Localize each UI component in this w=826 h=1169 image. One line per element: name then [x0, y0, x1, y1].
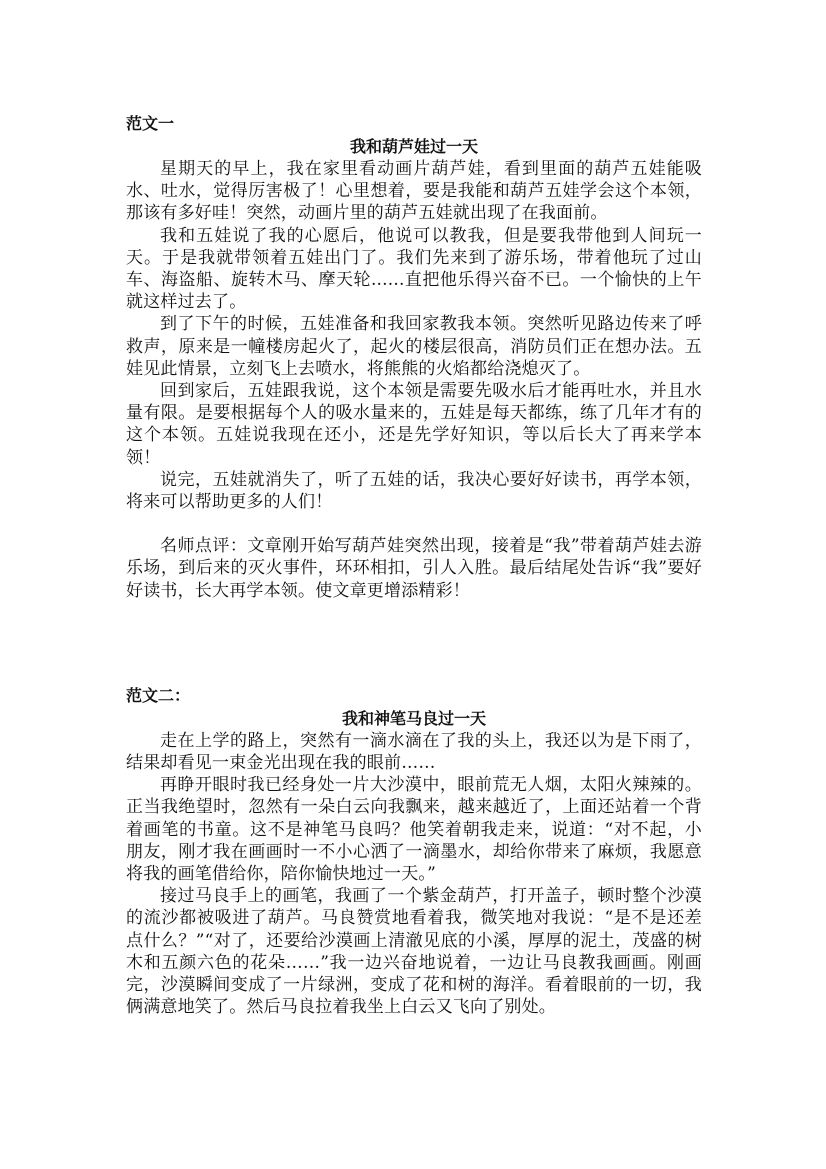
essay-2-paragraph-1: 走在上学的路上，突然有一滴水滴在了我的头上，我还以为是下雨了，结果却看见一束金光出现在我的眼前……	[126, 730, 702, 774]
essay-section-2	[126, 684, 702, 1019]
essay-2-paragraph-3: 接过马良手上的画笔，我画了一个紫金葫芦，打开盖子，顿时整个沙漠的流沙都被吸进了葫芦。马良赞赏地看着我，微笑地对我说：“是不是还差点什么？”“对了，还要给沙漠画上清澈见底的小溪，厚厚的泥土，茂盛的树木和五颜六色的花朵……”我一边兴奋地说着，一边让马良教我画画。刚画完，沙漠瞬间变成了一片绿洲，变成了花和树的海洋。看着眼前的一切，我俩满意地笑了。然后马良拉着我坐上白云又飞向了别处。	[126, 886, 702, 1018]
section-spacer	[126, 602, 702, 684]
essay-2-paragraph-2: 再睁开眼时我已经身处一片大沙漠中，眼前荒无人烟，太阳火辣辣的。正当我绝望时，忽然有一朵白云向我飘来，越来越近了，上面还站着一个背着画笔的书童。这不是神笔马良吗？他笑着朝我走来，说道：“对不起，小朋友，刚才我在画画时一不小心洒了一滴墨水，却给你带来了麻烦，我愿意将我的画笔借给你，陪你愉快地过一天。”	[126, 775, 702, 885]
essay-1-paragraph-5: 说完，五娃就消失了，听了五娃的话，我决心要好好读书，再学本领，将来可以帮助更多的人们！	[126, 469, 702, 513]
teacher-comment: 名师点评：文章刚开始写葫芦娃突然出现，接着是“我”带着葫芦娃去游乐场，到后来的灭火事件，环环相扣，引人入胜。最后结尾处告诉“我”要好好读书，长大再学本领。使文章更增添精彩！	[126, 536, 702, 601]
spacer	[126, 513, 702, 535]
essay-2-label: 范文二：	[126, 685, 191, 705]
essay-1-paragraph-3: 到了下午的时候，五娃准备和我回家教我本领。突然听见路边传来了呼救声，原来是一幢楼房起火了，起火的楼层很高，消防员们正在想办法。五娃见此情景，立刻飞上去喷水，将熊熊的火焰都给浇熄灭了。	[126, 314, 702, 379]
essay-1-paragraph-1: 星期天的早上，我在家里看动画片葫芦娃，看到里面的葫芦五娃能吸水、吐水，觉得厉害极了！心里想着，要是我能和葫芦五娃学会这个本领，那该有多好哇！突然，动画片里的葫芦五娃就出现了在我面前。	[126, 159, 702, 224]
essay-2-title: 我和神笔马良过一天	[341, 708, 486, 728]
essay-1-title: 我和葫芦娃过一天	[349, 137, 478, 156]
essay-section-1	[126, 112, 702, 602]
essay-1-label: 范文一	[126, 114, 175, 133]
essay-1-paragraph-2: 我和五娃说了我的心愿后，他说可以教我，但是要我带他到人间玩一天。于是我就带领着五娃出门了。我们先来到了游乐场，带着他玩了过山车、海盗船、旋转木马、摩天轮......直把他乐得兴奋不已。一个愉快的上午就这样过去了。	[126, 225, 702, 313]
document-page	[126, 100, 702, 1019]
essay-1-paragraph-4: 回到家后，五娃跟我说，这个本领是需要先吸水后才能再吐水，并且水量有限。是要根据每个人的吸水量来的，五娃是每天都练，练了几年才有的这个本领。五娃说我现在还小，还是先学好知识，等以后长大了再来学本领！	[126, 381, 702, 468]
